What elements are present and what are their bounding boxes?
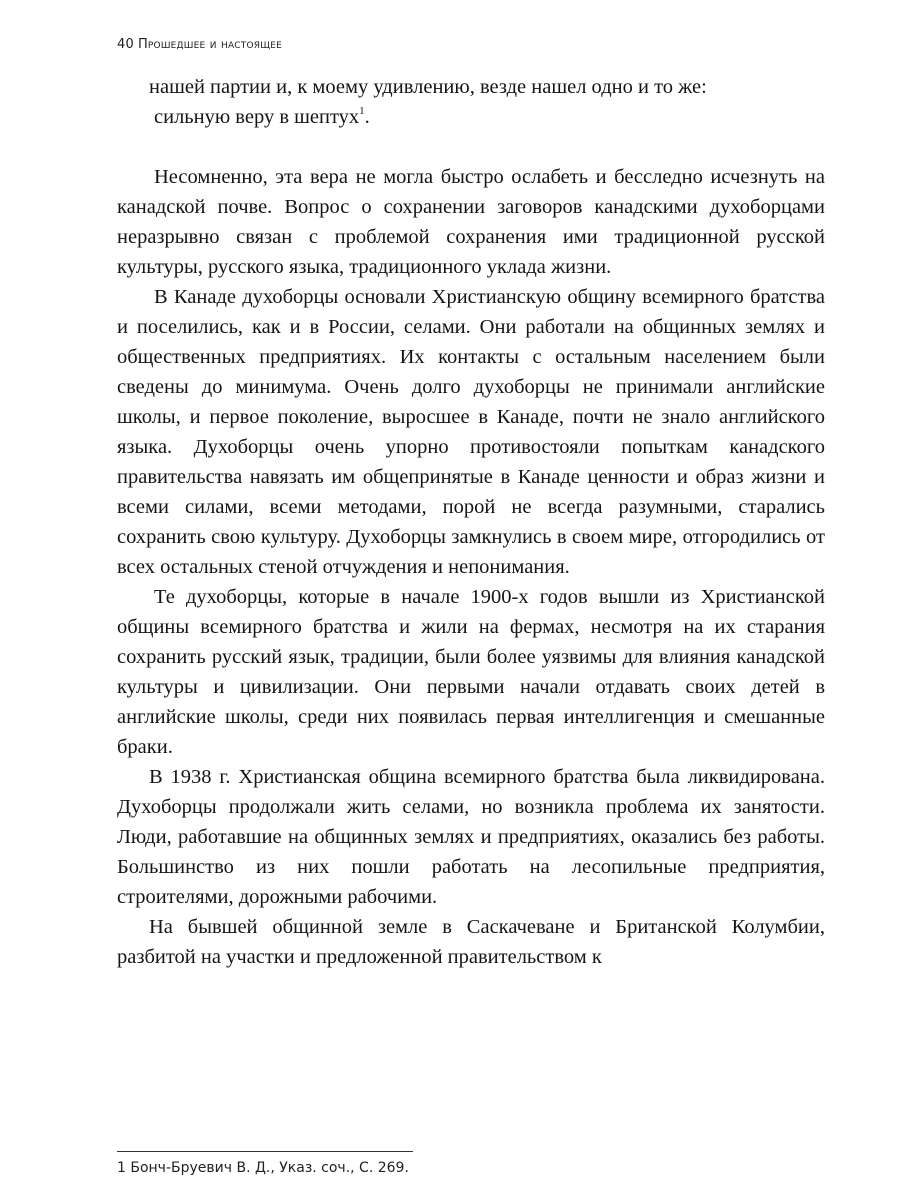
paragraph-5: На бывшей общинной земле в Саскачеване и Британской Колумбии, разбитой на участки и предложенной правительством к	[117, 916, 825, 968]
page-number: 40	[117, 37, 134, 52]
paragraph-3: Те духоборцы, которые в начале 1900-х годов вышли из Христианской общины всемирного братства и жили на фермах, несмотря на их старания сохранить русский язык, традиции, были более уязвимы для влияния канадской культуры и цивилизации. Они первыми начали отдавать своих детей в английские школы, среди них появилась первая интеллигенция и смешанные браки.	[117, 586, 825, 758]
continued-line-2-end: .	[364, 106, 370, 128]
footnote-reference: 1	[359, 105, 365, 117]
continued-line-2-text: сильную веру в шептух	[154, 106, 360, 128]
paragraph-4: В 1938 г. Христианская община всемирного братства была ликвидирована. Духоборцы продолжали жить селами, но возникла проблема их занятости. Люди, работавшие на общинных землях и предприятиях, оказались без работы. Большинство из них пошли работать на лесопильные предприятия, строителями, дорожными рабочими.	[117, 766, 825, 908]
paragraph-2: В Канаде духоборцы основали Христианскую общину всемирного братства и поселились, как и в России, селами. Они работали на общинных землях и общественных предприятиях. Их контакты с остальным населением были сведены до минимума. Очень долго духоборцы не принимали английские школы, и первое поколение, выросшее в Канаде, почти не знало английского языка. Духоборцы очень упорно противостояли попыткам канадского правительства навязать им общепринятые в Канаде ценности и образ жизни и всеми силами, всеми методами, порой не всегда разумными, старались сохранить свою культуру. Духоборцы замкнулись в своем мире, отгородились от всех остальных стеной отчуждения и непонимания.	[117, 286, 825, 578]
continued-line-2	[117, 102, 825, 132]
running-header	[117, 37, 282, 52]
continued-line-1: нашей партии и, к моему удивлению, везде нашел одно и то же:	[149, 76, 707, 98]
paragraph-1: Несомненно, эта вера не могла быстро ослабеть и бесследно исчезнуть на канадской почве. Вопрос о сохранении заговоров канадскими духоборцами неразрывно связан с проблемой сохранения ими традиционной русской культуры, русского языка, традиционного уклада жизни.	[117, 166, 825, 278]
main-text	[117, 72, 825, 972]
footnote-separator	[117, 1151, 413, 1152]
running-title: Прошедшее и настоящее	[137, 37, 283, 52]
paragraph-gap	[117, 132, 825, 162]
footnote: 1 Бонч-Бруевич В. Д., Указ. соч., С. 269.	[117, 1160, 409, 1176]
